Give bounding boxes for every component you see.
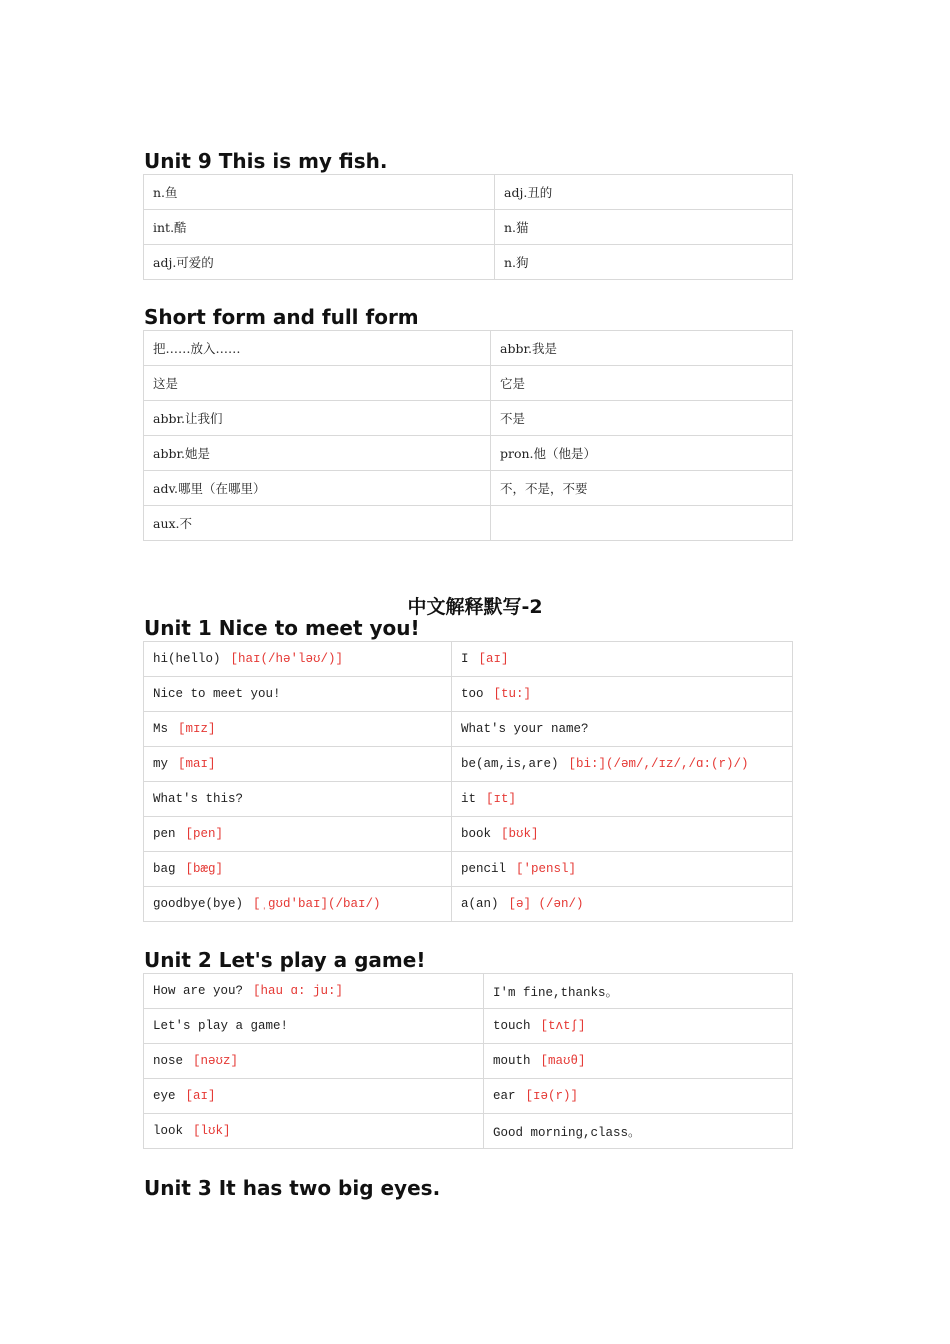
table-cell bbox=[452, 677, 793, 712]
cell-text: 把……放入…… bbox=[153, 341, 241, 356]
cell-text: abbr.她是 bbox=[153, 446, 211, 461]
word-text: bag bbox=[153, 862, 176, 876]
cell-text: abbr.让我们 bbox=[153, 411, 223, 426]
table-cell bbox=[484, 1044, 793, 1079]
word-text: Nice to meet you! bbox=[153, 687, 281, 701]
table-cell bbox=[144, 1114, 484, 1149]
unit1-heading: Unit 1 Nice to meet you! bbox=[144, 616, 420, 640]
table-cell bbox=[144, 471, 491, 506]
word-text: eye bbox=[153, 1089, 176, 1103]
table-cell bbox=[144, 747, 452, 782]
table-cell bbox=[144, 817, 452, 852]
unit1-table bbox=[143, 641, 793, 922]
phonetic-text: [bæg] bbox=[185, 862, 224, 876]
table-cell bbox=[144, 852, 452, 887]
table-row bbox=[144, 887, 793, 922]
cell-text: n.狗 bbox=[504, 255, 529, 270]
cell-text: 不是 bbox=[500, 411, 526, 426]
word-text: ear bbox=[493, 1089, 516, 1103]
word-text: I'm fine,thanks。 bbox=[493, 986, 619, 1000]
table-cell bbox=[452, 887, 793, 922]
table-row bbox=[144, 1009, 793, 1044]
cell-text: adv.哪里（在哪里） bbox=[153, 481, 266, 496]
table-row bbox=[144, 245, 793, 280]
table-row bbox=[144, 1114, 793, 1149]
word-text: How are you? bbox=[153, 984, 244, 998]
word-text: pencil bbox=[461, 862, 507, 876]
word-text: Let's play a game! bbox=[153, 1019, 289, 1033]
phonetic-text: [bi:](/əm/,/ɪz/,/ɑ:(r)/) bbox=[568, 757, 749, 771]
table-row bbox=[144, 210, 793, 245]
table-row bbox=[144, 852, 793, 887]
table-row bbox=[144, 506, 793, 541]
table-cell bbox=[144, 401, 491, 436]
table-cell bbox=[144, 1044, 484, 1079]
table-cell bbox=[452, 642, 793, 677]
word-text: look bbox=[153, 1124, 184, 1138]
table-row bbox=[144, 471, 793, 506]
table-cell bbox=[484, 1009, 793, 1044]
phonetic-text: [pen] bbox=[185, 827, 224, 841]
phonetic-text: [nəʊz] bbox=[193, 1054, 239, 1068]
word-text: book bbox=[461, 827, 492, 841]
table-cell bbox=[144, 1079, 484, 1114]
unit3-heading: Unit 3 It has two big eyes. bbox=[144, 1176, 441, 1200]
phonetic-text: [ə] (/ən/) bbox=[508, 897, 584, 911]
table-row bbox=[144, 401, 793, 436]
short-form-table bbox=[143, 330, 793, 541]
table-row bbox=[144, 175, 793, 210]
word-text: nose bbox=[153, 1054, 184, 1068]
table-cell bbox=[144, 175, 495, 210]
phonetic-text: [mɪz] bbox=[178, 722, 216, 736]
word-text: Ms bbox=[153, 722, 169, 736]
phonetic-text: [bʊk] bbox=[501, 827, 539, 841]
table-cell bbox=[452, 747, 793, 782]
cell-text: int.酷 bbox=[153, 220, 187, 235]
part2-title: 中文解释默写-2 bbox=[407, 596, 543, 618]
table-cell bbox=[144, 366, 491, 401]
table-row bbox=[144, 1044, 793, 1079]
phonetic-text: [ɪt] bbox=[486, 792, 517, 806]
table-cell bbox=[491, 401, 793, 436]
phonetic-text: [aɪ] bbox=[185, 1089, 216, 1103]
table-cell bbox=[144, 712, 452, 747]
cell-text: adj.可爱的 bbox=[153, 255, 214, 270]
table-row bbox=[144, 1079, 793, 1114]
table-cell bbox=[452, 817, 793, 852]
table-row bbox=[144, 974, 793, 1009]
cell-text: n.鱼 bbox=[153, 185, 178, 200]
unit9-table bbox=[143, 174, 793, 280]
table-row bbox=[144, 747, 793, 782]
table-row bbox=[144, 331, 793, 366]
phonetic-text: [maɪ] bbox=[178, 757, 216, 771]
table-row bbox=[144, 642, 793, 677]
word-text: I bbox=[461, 652, 469, 666]
phonetic-text: [ɪə(r)] bbox=[525, 1089, 579, 1103]
table-cell bbox=[144, 887, 452, 922]
word-text: a(an) bbox=[461, 897, 499, 911]
phonetic-text: [tu:] bbox=[493, 687, 532, 701]
table-row bbox=[144, 712, 793, 747]
table-cell bbox=[452, 712, 793, 747]
cell-text: abbr.我是 bbox=[500, 341, 558, 356]
word-text: goodbye(bye) bbox=[153, 897, 244, 911]
cell-text: 它是 bbox=[500, 376, 526, 391]
word-text: too bbox=[461, 687, 484, 701]
word-text: it bbox=[461, 792, 477, 806]
phonetic-text: [tʌtʃ] bbox=[540, 1019, 586, 1033]
word-text: my bbox=[153, 757, 169, 771]
table-cell bbox=[495, 245, 793, 280]
table-row bbox=[144, 436, 793, 471]
unit9-heading: Unit 9 This is my fish. bbox=[144, 149, 388, 173]
table-cell bbox=[484, 974, 793, 1009]
word-text: be(am,is,are) bbox=[461, 757, 559, 771]
word-text: What's this? bbox=[153, 792, 244, 806]
table-cell bbox=[495, 175, 793, 210]
table-cell bbox=[144, 331, 491, 366]
word-text: What's your name? bbox=[461, 722, 589, 736]
phonetic-text: [haɪ(/hə'ləʊ/)] bbox=[230, 652, 344, 666]
table-cell bbox=[144, 436, 491, 471]
table-cell bbox=[144, 782, 452, 817]
cell-text: 不，不是，不要 bbox=[500, 481, 588, 496]
cell-text: aux.不 bbox=[153, 516, 193, 531]
table-cell bbox=[491, 471, 793, 506]
unit2-table bbox=[143, 973, 793, 1149]
table-cell bbox=[491, 436, 793, 471]
table-cell bbox=[452, 852, 793, 887]
word-text: touch bbox=[493, 1019, 531, 1033]
table-cell bbox=[495, 210, 793, 245]
table-cell bbox=[144, 210, 495, 245]
short-form-heading: Short form and full form bbox=[144, 305, 419, 329]
word-text: mouth bbox=[493, 1054, 531, 1068]
table-row bbox=[144, 366, 793, 401]
table-cell bbox=[144, 1009, 484, 1044]
table-row bbox=[144, 782, 793, 817]
word-text: hi(hello) bbox=[153, 652, 221, 666]
table-cell bbox=[491, 366, 793, 401]
table-cell bbox=[144, 245, 495, 280]
word-text: pen bbox=[153, 827, 176, 841]
table-cell bbox=[491, 331, 793, 366]
phonetic-text: [maʊθ] bbox=[540, 1054, 586, 1068]
cell-text: adj.丑的 bbox=[504, 185, 553, 200]
cell-text: n.猫 bbox=[504, 220, 529, 235]
cell-text: 这是 bbox=[153, 376, 179, 391]
word-text: Good morning,class。 bbox=[493, 1126, 641, 1140]
table-cell bbox=[144, 974, 484, 1009]
table-cell bbox=[144, 677, 452, 712]
table-cell bbox=[144, 642, 452, 677]
table-row bbox=[144, 817, 793, 852]
table-row bbox=[144, 677, 793, 712]
phonetic-text: [lʊk] bbox=[193, 1124, 231, 1138]
cell-text: pron.他（他是） bbox=[500, 446, 597, 461]
phonetic-text: [hau ɑ: ju:] bbox=[253, 984, 344, 998]
unit2-heading: Unit 2 Let's play a game! bbox=[144, 948, 426, 972]
table-cell bbox=[452, 782, 793, 817]
phonetic-text: [ˌgʊd'baɪ](/baɪ/) bbox=[253, 897, 381, 911]
table-cell bbox=[491, 506, 793, 541]
table-cell bbox=[144, 506, 491, 541]
phonetic-text: ['pensl] bbox=[516, 862, 577, 876]
table-cell bbox=[484, 1114, 793, 1149]
table-cell bbox=[484, 1079, 793, 1114]
phonetic-text: [aɪ] bbox=[478, 652, 509, 666]
